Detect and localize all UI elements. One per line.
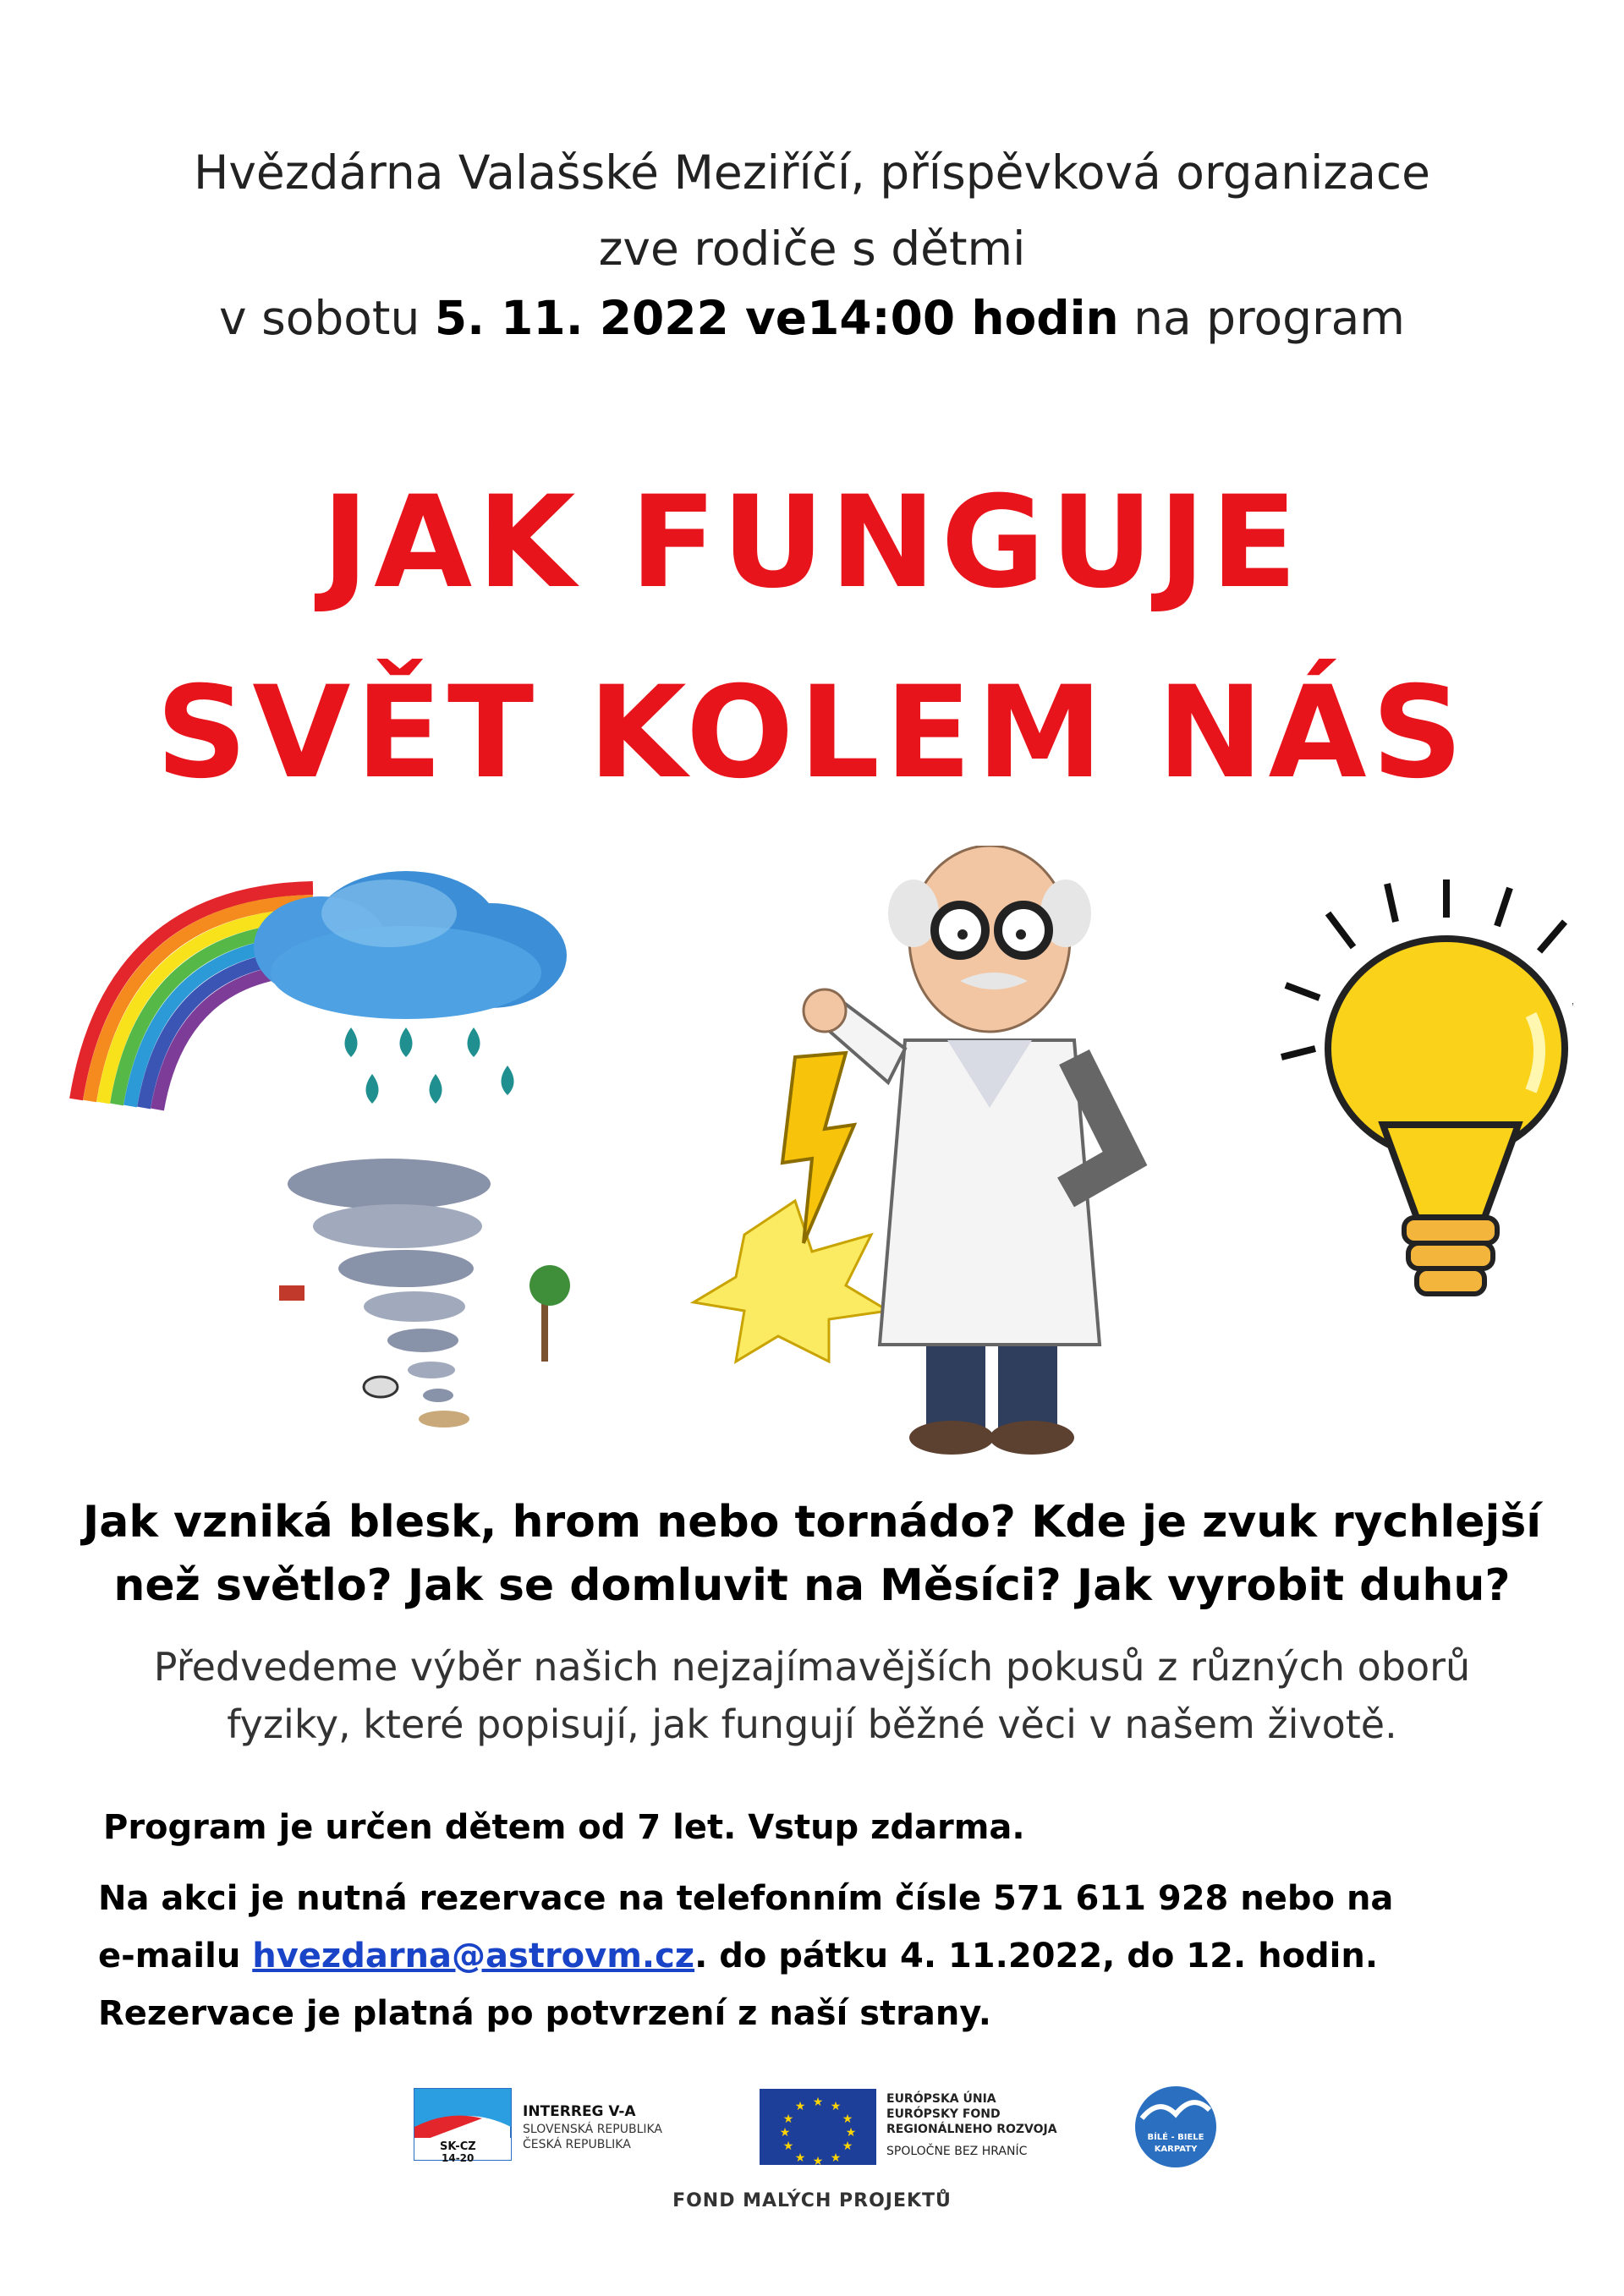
svg-text:★: ★ (842, 2112, 853, 2126)
svg-text:★: ★ (779, 2126, 791, 2140)
svg-text:★: ★ (830, 2151, 842, 2165)
tornado-icon (279, 1159, 570, 1427)
intro-date-pre: v sobotu (219, 291, 435, 345)
eu-line-1: EURÓPSKA ÚNIA (886, 2092, 996, 2106)
svg-text:★: ★ (782, 2112, 794, 2126)
email-link[interactable]: hvezdarna@astrovm.cz (252, 1937, 695, 1975)
eu-flag-icon (760, 2089, 876, 2168)
svg-text:★: ★ (812, 2155, 824, 2168)
reservation-line-1: Na akci je nutná rezervace na telefonním čísle 571 611 928 nebo na (98, 1879, 1394, 1918)
bile-karpaty-logo (1135, 2086, 1216, 2167)
title-line-1: JAK FUNGUJE (321, 469, 1303, 616)
footer-fund: FOND MALÝCH PROJEKTŮ (672, 2190, 952, 2211)
intro-invite: zve rodiče s dětmi (598, 222, 1026, 276)
lightbulb-icon (1281, 879, 1573, 1294)
svg-text:★: ★ (782, 2140, 794, 2153)
eu-line-2: EURÓPSKY FOND (886, 2107, 1001, 2121)
question-line-2: než světlo? Jak se domluvit na Měsíci? Jak vyrobit duhu? (113, 1560, 1511, 1611)
svg-text:★: ★ (842, 2140, 853, 2153)
svg-text:★: ★ (830, 2100, 842, 2113)
svg-text:★: ★ (794, 2151, 806, 2165)
interreg-title: INTERREG V-A (523, 2103, 636, 2120)
intro-date-post: na program (1118, 291, 1405, 345)
interreg-logo (414, 2089, 662, 2164)
eu-line-4: SPOLOČNE BEZ HRANÍC (886, 2145, 1028, 2158)
reservation-line-3: Rezervace je platná po potvrzení z naší strany. (98, 1994, 991, 2033)
svg-text:★: ★ (812, 2096, 824, 2109)
illustration (51, 846, 1573, 1471)
description-line-1: Předvedeme výběr našich nejzajímavějších pokusů z různých oborů (153, 1644, 1471, 1690)
eu-text (886, 2091, 1057, 2158)
intro-organization: Hvězdárna Valašské Meziříčí, příspěvková organizace (193, 145, 1431, 200)
partner-logos (0, 2080, 1624, 2182)
interreg-sk: SLOVENSKÁ REPUBLIKA (523, 2123, 663, 2136)
karpaty-line-1: BÍLÉ - BIELE (1147, 2133, 1204, 2142)
interreg-code: SK-CZ (440, 2140, 476, 2153)
lightning-icon (694, 1053, 888, 1362)
question-line-1: Jak vzniká blesk, hrom nebo tornádo? Kde je zvuk rychlejší (82, 1497, 1542, 1548)
title-line-2: SVĚT KOLEM NÁS (156, 660, 1468, 807)
reservation-line-2 (98, 1937, 1378, 1975)
intro-date (0, 291, 1624, 345)
interreg-cz: ČESKÁ REPUBLIKA (523, 2138, 631, 2151)
karpaty-line-2: KARPATY (1154, 2145, 1198, 2154)
interreg-years: 14-20 (442, 2152, 475, 2164)
reservation-line-2-pre: e-mailu (98, 1937, 253, 1975)
scientist-icon (804, 846, 1125, 1455)
svg-text:★: ★ (794, 2100, 806, 2113)
description-line-2: fyziky, které popisují, jak fungují běžné věci v našem životě. (227, 1701, 1397, 1747)
reservation-line-2-post: . do pátku 4. 11.2022, do 12. hodin. (694, 1937, 1379, 1975)
eu-line-3: REGIONÁLNEHO ROZVOJA (886, 2123, 1057, 2136)
svg-text:★: ★ (845, 2126, 857, 2140)
rain-cloud-icon (254, 871, 567, 1104)
age-info: Program je určen dětem od 7 let. Vstup zdarma. (103, 1808, 1025, 1847)
intro-date-bold: 5. 11. 2022 ve14:00 hodin (434, 291, 1119, 345)
